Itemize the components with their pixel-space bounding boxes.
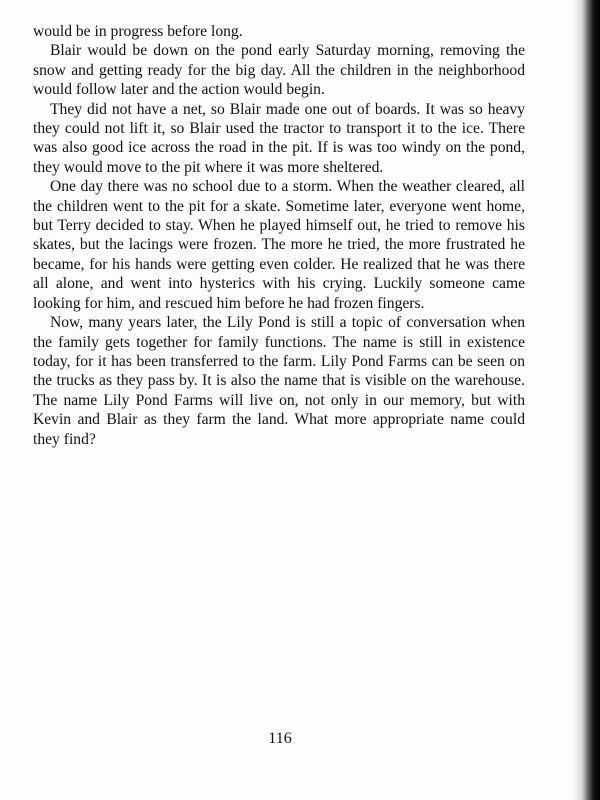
paragraph: Blair would be down on the pond early Saturday morning, removing the snow and getting ready for the big day. All the children in the neighborhood would follow later and the action would begin.: [33, 42, 525, 99]
paragraph: One day there was no school due to a storm. When the weather cleared, all the children went to the pit for a skate. Sometime later, everyone went home, but Terry decided to stay. When he played himself out, he tried to remove his skates, but the lacings were frozen. The more he tried, the more frustrated he became, for his hands were getting even colder. He realized that he was there all alone, and went into hysterics with his crying. Luckily someone came looking for him, and rescued him before he had frozen fingers.: [33, 178, 525, 312]
binding-edge-shadow: [572, 0, 600, 800]
paragraph: They did not have a net, so Blair made one out of boards. It was so heavy they could not lift it, so Blair used the tractor to transport it to the ice. There was also good ice across the road in the pit. If is was too windy on the pond, they would move to the pit where it was more sheltered.: [33, 100, 525, 176]
page-number: 116: [268, 730, 292, 747]
body-text: [33, 22, 525, 449]
paragraph: Now, many years later, the Lily Pond is still a topic of conversation when the family gets together for family functions. The name is still in existence today, for it has been transferred to the farm. Lily Pond Farms can be seen on the trucks as they pass by. It is also the name that is visible on the warehouse. The name Lily Pond Farms will live on, not only in our memory, but with Kevin and Blair as they farm the land. What more appropriate name could they find?: [33, 314, 525, 448]
paragraph-continuation: would be in progress before long.: [33, 23, 243, 40]
